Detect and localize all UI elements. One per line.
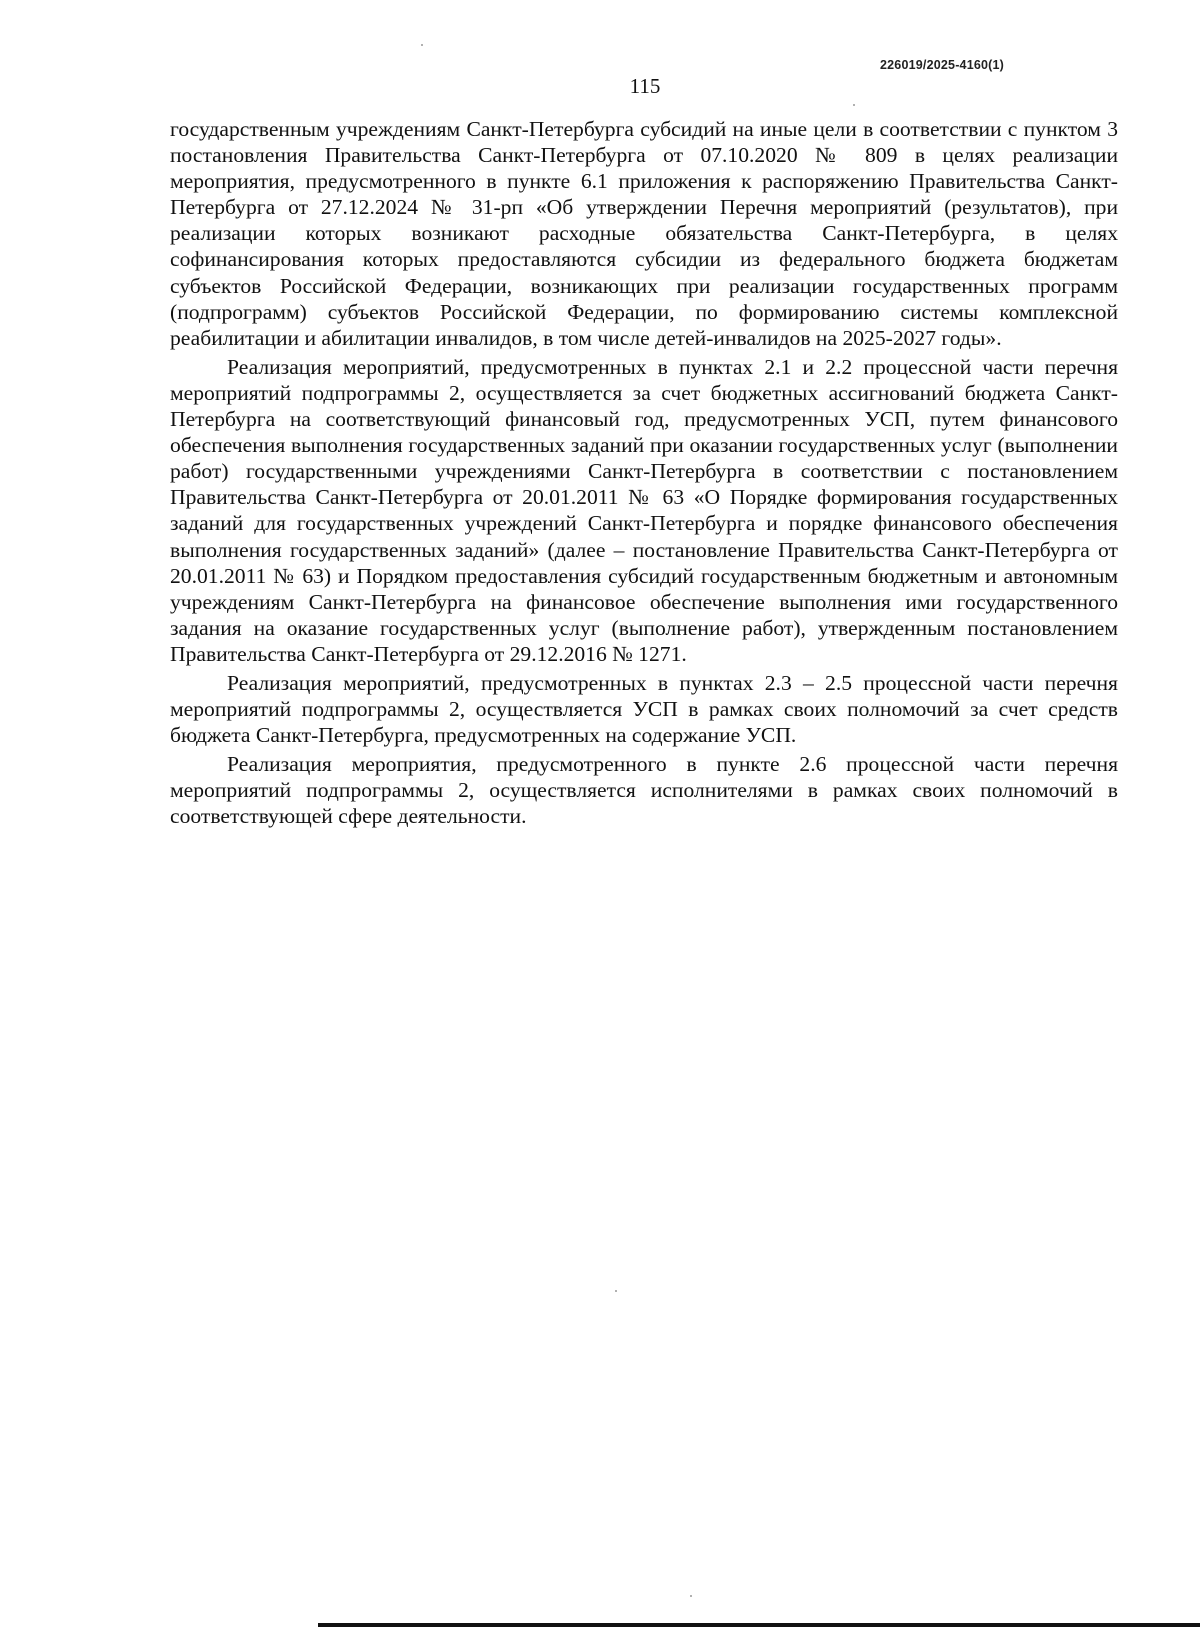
paragraph-items-2-3-2-5: Реализация мероприятий, предусмотренных в пунктах 2.3 – 2.5 процессной части перечня мероприятий подпрограммы 2, осуществляется УСП в рамках своих полномочий за счет средств бюджета Санкт-Петербурга, предусмотренных на содержание УСП. bbox=[170, 670, 1118, 748]
paragraph-item-2-6: Реализация мероприятия, предусмотренного в пункте 2.6 процессной части перечня мероприятий подпрограммы 2, осуществляется исполнителями в рамках своих полномочий в соответствующей сфере деятельности. bbox=[170, 752, 1118, 829]
scan-speck bbox=[690, 1595, 692, 1597]
document-body bbox=[170, 116, 1118, 833]
scan-speck bbox=[421, 44, 423, 46]
page-number: 115 bbox=[629, 74, 661, 98]
scan-speck bbox=[615, 1290, 617, 1292]
scan-bottom-edge bbox=[318, 1623, 1200, 1627]
document-registration-number: 226019/2025-4160(1) bbox=[880, 58, 1005, 72]
paragraph-continuation: государственным учреждениям Санкт-Петербурга субсидий на иные цели в соответствии с пунктом 3 постановления Правительства Санкт-Петербурга от 07.10.2020 № 809 в целях реализации мероприятия, предусмотренного в пункте 6.1 приложения к распоряжению Правительства Санкт-Петербурга от 27.12.2024 № 31-рп «Об утверждении Перечня мероприятий (результатов), при реализации которых возникают расходные обязательства Санкт-Петербурга, в целях софинансирования которых предоставляются субсидии из федерального бюджета бюджетам субъектов Российской Федерации, возникающих при реализации государственных программ (подпрограмм) субъектов Российской Федерации, по формированию системы комплексной реабилитации и абилитации инвалидов, в том числе детей-инвалидов на 2025-2027 годы». bbox=[170, 117, 1118, 350]
scan-speck bbox=[853, 104, 855, 106]
paragraph-items-2-1-2-2: Реализация мероприятий, предусмотренных в пунктах 2.1 и 2.2 процессной части перечня мероприятий подпрограммы 2, осуществляется за счет бюджетных ассигнований бюджета Санкт-Петербурга на соответствующий финансовый год, предусмотренных УСП, путем финансового обеспечения выполнения государственных заданий при оказании государственных услуг (выполнении работ) государственными учреждениями Санкт-Петербурга в соответствии с постановлением Правительства Санкт-Петербурга от 20.01.2011 № 63 «О Порядке формирования государственных заданий для государственных учреждений Санкт-Петербурга и порядке финансового обеспечения выполнения государственных заданий» (далее – постановление Правительства Санкт-Петербурга от 20.01.2011 № 63) и Порядком предоставления субсидий государственным бюджетным и автономным учреждениям Санкт-Петербурга на финансовое обеспечение выполнения ими государственного задания на оказание государственных услуг (выполнение работ), утвержденным постановлением Правительства Санкт-Петербурга от 29.12.2016 № 1271. bbox=[170, 354, 1118, 666]
